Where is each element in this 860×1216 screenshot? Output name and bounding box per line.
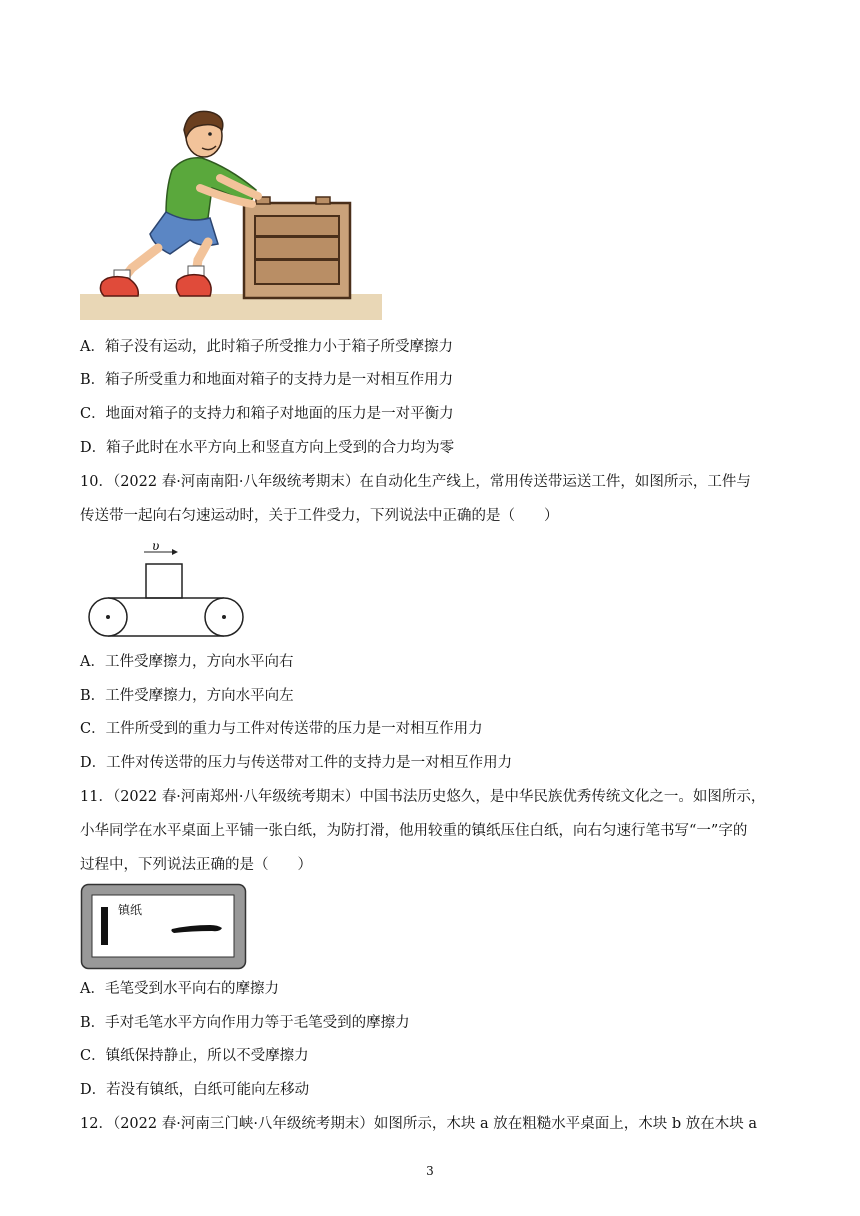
conveyor-belt-figure bbox=[84, 536, 250, 642]
paperweight bbox=[101, 907, 108, 945]
q10-stem: 10．（2022 春·河南南阳·八年级统考期末）在自动化生产线上，常用传送带运送工件，如图所示，工件与 bbox=[80, 474, 751, 490]
q10-option-d: D．工件对传送带的压力与传送带对工件的支持力是一对相互作用力 bbox=[80, 755, 513, 771]
boy-pushing-box-figure bbox=[80, 108, 384, 322]
calligraphy-figure bbox=[80, 883, 248, 971]
q10-option-c: C．工件所受到的重力与工件对传送带的压力是一对相互作用力 bbox=[80, 721, 483, 737]
q11-option-b: B．手对毛笔水平方向作用力等于毛笔受到的摩擦力 bbox=[80, 1015, 410, 1031]
velocity-label: υ bbox=[152, 539, 160, 553]
q9-option-b: B．箱子所受重力和地面对箱子的支持力是一对相互作用力 bbox=[80, 372, 454, 388]
box bbox=[244, 197, 350, 298]
q9-option-c: C．地面对箱子的支持力和箱子对地面的压力是一对平衡力 bbox=[80, 406, 454, 422]
q10-option-a: A．工件受摩擦力，方向水平向右 bbox=[80, 654, 294, 670]
q10-option-b: B．工件受摩擦力，方向水平向左 bbox=[80, 688, 294, 704]
boy bbox=[100, 111, 258, 296]
page-number: 3 bbox=[426, 1164, 434, 1178]
q11-option-d: D．若没有镇纸，白纸可能向左移动 bbox=[80, 1082, 310, 1098]
q9-option-a: A．箱子没有运动，此时箱子所受推力小于箱子所受摩擦力 bbox=[80, 339, 453, 355]
q11-stem-cont-2: 过程中，下列说法正确的是（ ） bbox=[80, 857, 312, 873]
paperweight-label: 镇纸 bbox=[118, 903, 143, 917]
q9-option-d: D．箱子此时在水平方向上和竖直方向上受到的合力均为零 bbox=[80, 440, 455, 456]
q11-stem-cont: 小华同学在水平桌面上平铺一张白纸，为防打滑，他用较重的镇纸压住白纸，向右匀速行笔书写“一”字的 bbox=[80, 823, 748, 839]
q12-stem: 12．（2022 春·河南三门峡·八年级统考期末）如图所示，木块 a 放在粗糙水平桌面上，木块 b 放在木块 a bbox=[80, 1116, 758, 1132]
q10-stem-cont: 传送带一起向右匀速运动时，关于工件受力，下列说法中正确的是（ ） bbox=[80, 508, 559, 524]
q11-stem: 11．（2022 春·河南郑州·八年级统考期末）中国书法历史悠久，是中华民族优秀传统文化之一。如图所示， bbox=[80, 789, 766, 805]
q11-option-a: A．毛笔受到水平向右的摩擦力 bbox=[80, 981, 279, 997]
q11-option-c: C．镇纸保持静止，所以不受摩擦力 bbox=[80, 1048, 309, 1064]
workpiece bbox=[146, 564, 182, 598]
velocity-arrowhead bbox=[172, 549, 178, 555]
